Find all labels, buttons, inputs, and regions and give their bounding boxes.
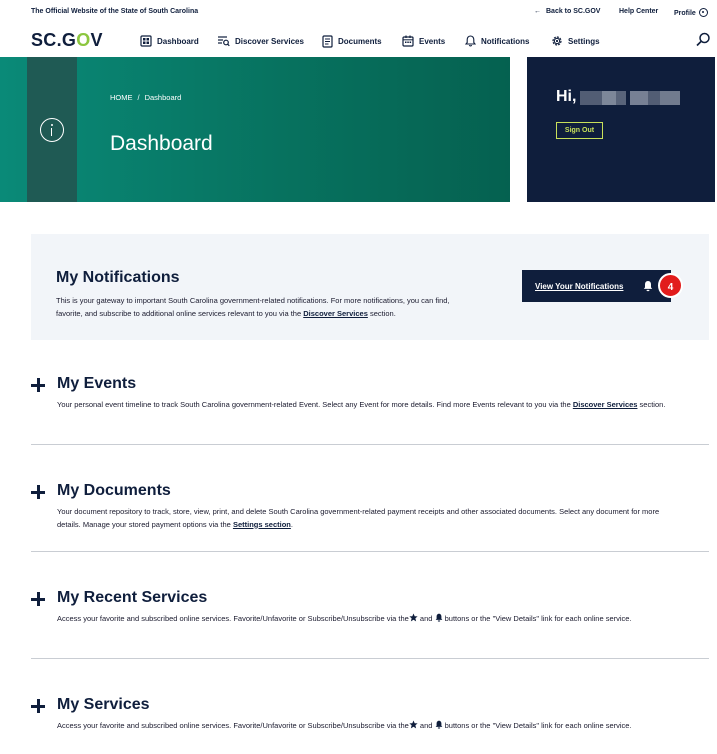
documents-desc-text: Your document repository to track, store, view, print, and delete South Carolina government-related payment receipts and other associated documents. Select any document for more details. Manage your stored payment options via the bbox=[57, 507, 660, 529]
expand-plus-icon[interactable] bbox=[31, 699, 45, 713]
nav-discover-label: Discover Services bbox=[235, 36, 304, 46]
my-documents-title[interactable]: My Documents bbox=[57, 482, 171, 499]
bell-icon bbox=[643, 280, 653, 292]
redacted-user-name bbox=[580, 91, 684, 105]
help-center-link[interactable]: Help Center bbox=[619, 8, 659, 15]
breadcrumb-separator: / bbox=[137, 93, 140, 102]
discover-icon bbox=[217, 35, 230, 47]
recent-desc-text: Access your favorite and subscribed online services. Favorite/Unfavorite or Subscribe/Unsubscribe via the bbox=[57, 614, 409, 623]
search-icon[interactable] bbox=[695, 32, 711, 48]
my-notifications-title: My Notifications bbox=[56, 269, 180, 286]
nav-events-label: Events bbox=[419, 36, 446, 46]
bell-icon bbox=[465, 35, 476, 47]
documents-desc-end: . bbox=[290, 519, 293, 529]
star-icon bbox=[409, 613, 418, 622]
back-arrow-icon: ← bbox=[534, 8, 541, 15]
services-desc-and: and bbox=[417, 721, 435, 730]
notif-desc-end: section. bbox=[367, 308, 396, 318]
notif-desc-text: This is your gateway to important South Carolina government-related notifications. For more notifications, you can find, favorite, and subscribe to additional online services relevant to you via the bbox=[56, 296, 450, 318]
view-notifications-button[interactable] bbox=[522, 270, 671, 302]
breadcrumb bbox=[110, 93, 181, 102]
nav-dashboard[interactable] bbox=[140, 33, 199, 49]
user-greeting-card bbox=[527, 57, 715, 202]
nav-settings-label: Settings bbox=[568, 36, 600, 46]
section-divider bbox=[31, 444, 709, 445]
events-desc-text: Your personal event timeline to track South Carolina government-related Event. Select any Event for more details. Find more Events relevant to you via the bbox=[57, 400, 573, 409]
bell-icon bbox=[435, 613, 443, 622]
info-icon[interactable] bbox=[40, 118, 64, 142]
section-divider bbox=[31, 551, 709, 552]
logo-text-o: O bbox=[76, 30, 91, 50]
section-divider bbox=[31, 658, 709, 659]
nav-discover-services[interactable] bbox=[217, 33, 304, 49]
user-icon bbox=[699, 8, 708, 17]
nav-notifications-label: Notifications bbox=[481, 36, 530, 46]
document-icon bbox=[322, 35, 333, 48]
breadcrumb-home[interactable]: HOME bbox=[110, 93, 133, 102]
back-to-scgov-link[interactable] bbox=[534, 8, 600, 15]
nav-events[interactable] bbox=[402, 33, 445, 49]
recent-desc-end: buttons or the "View Details" link for each online service. bbox=[442, 614, 632, 623]
recent-desc-and: and bbox=[417, 614, 435, 623]
services-desc-text: Access your favorite and subscribed online services. Favorite/Unfavorite or Subscribe/Unsubscribe via the bbox=[57, 721, 409, 730]
nav-documents-label: Documents bbox=[338, 36, 382, 46]
star-icon bbox=[409, 720, 418, 729]
sign-out-button[interactable]: Sign Out bbox=[556, 122, 603, 139]
scgov-logo[interactable] bbox=[31, 30, 103, 51]
nav-settings[interactable] bbox=[551, 33, 600, 49]
greeting-label: Hi, bbox=[556, 88, 577, 105]
view-notifications-label: View Your Notifications bbox=[535, 282, 624, 291]
bell-icon bbox=[435, 720, 443, 729]
expand-plus-icon[interactable] bbox=[31, 592, 45, 606]
back-to-scgov-label: Back to SC.GOV bbox=[546, 8, 601, 15]
services-desc-end: buttons or the "View Details" link for each online service. bbox=[442, 721, 632, 730]
top-utility-bar bbox=[0, 0, 717, 24]
official-site-label: The Official Website of the State of South Carolina bbox=[31, 8, 199, 15]
calendar-icon bbox=[402, 35, 414, 47]
logo-text-v: V bbox=[90, 30, 103, 50]
expand-plus-icon[interactable] bbox=[31, 485, 45, 499]
profile-link[interactable] bbox=[674, 8, 708, 17]
my-recent-services-description bbox=[57, 613, 667, 626]
nav-documents[interactable] bbox=[322, 33, 382, 49]
nav-notifications[interactable] bbox=[465, 33, 529, 49]
my-recent-services-title[interactable]: My Recent Services bbox=[57, 589, 208, 606]
my-documents-description bbox=[57, 506, 667, 531]
dashboard-icon bbox=[140, 35, 152, 47]
breadcrumb-current: Dashboard bbox=[144, 93, 182, 102]
expand-plus-icon[interactable] bbox=[31, 378, 45, 392]
notification-count-badge: 4 bbox=[658, 273, 683, 298]
my-notifications-panel bbox=[31, 234, 709, 340]
profile-label: Profile bbox=[674, 10, 696, 17]
my-services-description bbox=[57, 720, 667, 733]
settings-section-link[interactable]: Settings section bbox=[232, 519, 291, 529]
main-nav bbox=[0, 24, 717, 57]
discover-services-link[interactable]: Discover Services bbox=[572, 400, 638, 409]
my-events-title[interactable]: My Events bbox=[57, 375, 137, 392]
events-desc-end: section. bbox=[637, 400, 666, 409]
discover-services-link[interactable]: Discover Services bbox=[303, 308, 368, 318]
my-events-description bbox=[57, 399, 667, 412]
logo-text-sc: SC.G bbox=[31, 30, 77, 50]
gear-icon bbox=[551, 35, 563, 47]
page-title: Dashboard bbox=[110, 132, 213, 155]
my-notifications-description bbox=[56, 295, 476, 320]
dashboard-hero bbox=[0, 57, 510, 202]
my-services-title[interactable]: My Services bbox=[57, 696, 150, 713]
nav-dashboard-label: Dashboard bbox=[157, 36, 199, 46]
